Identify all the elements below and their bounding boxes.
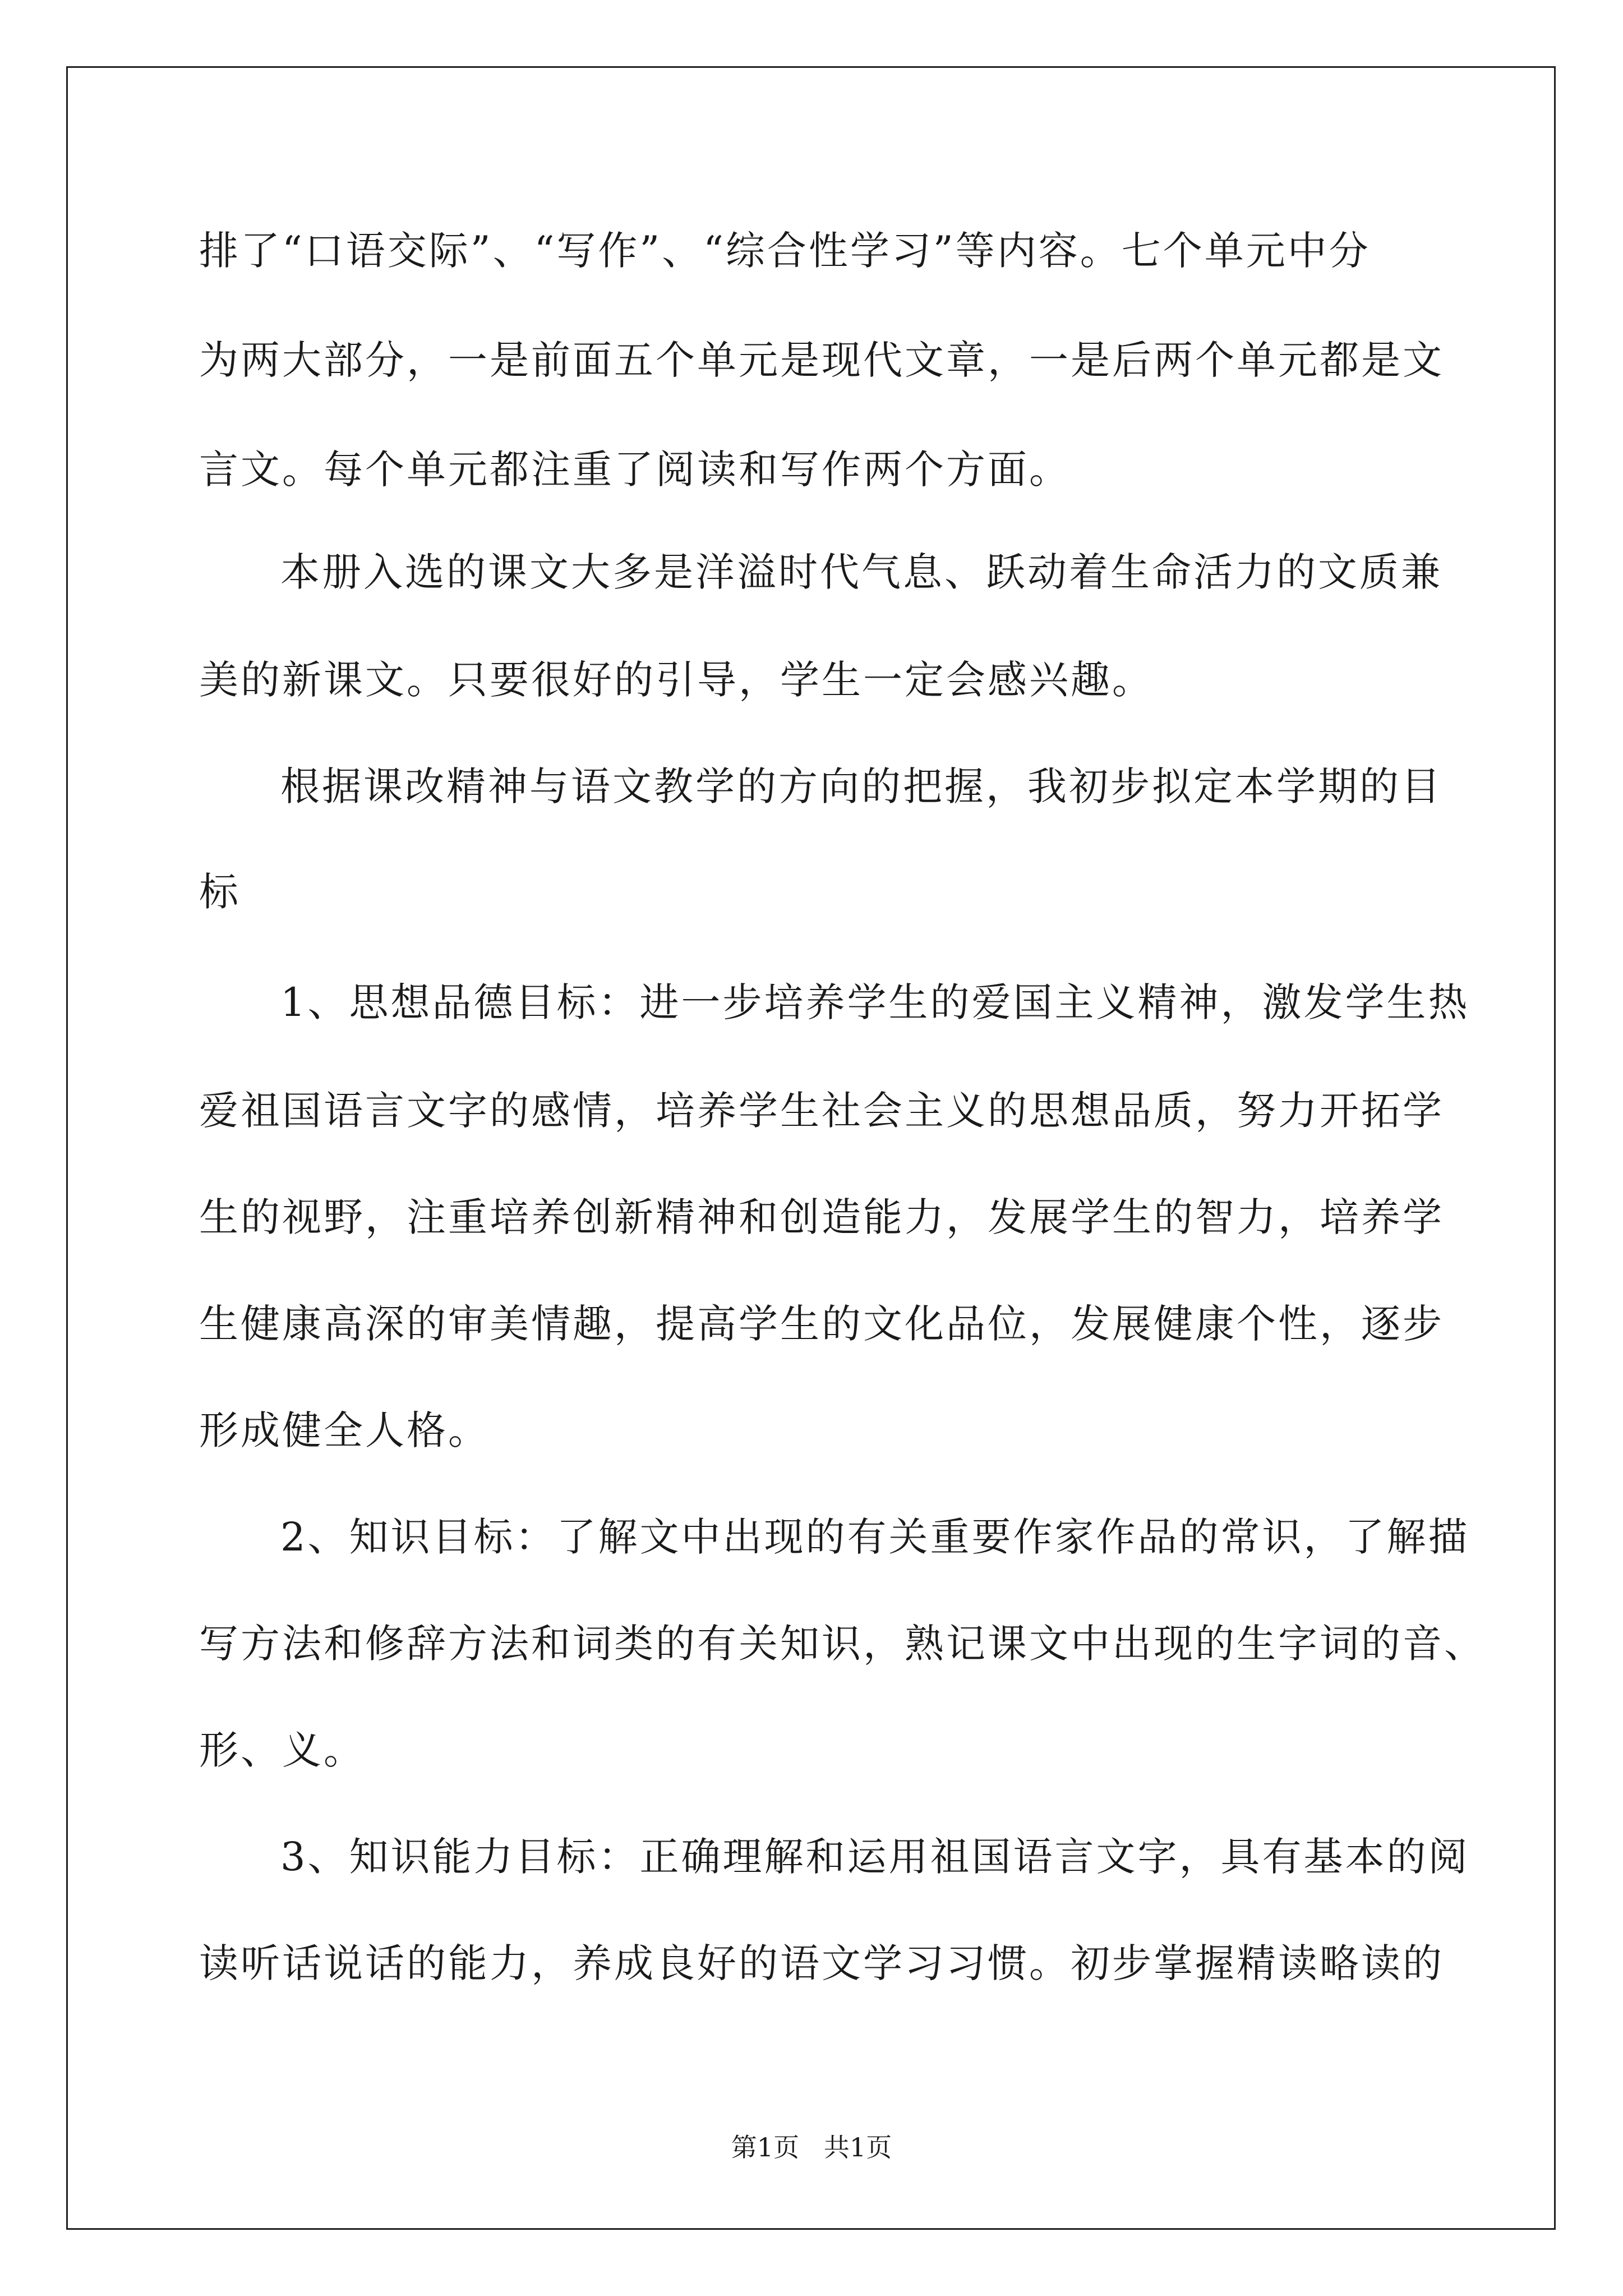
text-line-11: 生健康高深的审美情趣，提高学生的文化品位，发展健康个性，逐步 (199, 1301, 1444, 1347)
text-line-17: 读听话说话的能力，养成良好的语文学习习惯。初步掌握精读略读的 (199, 1940, 1444, 1986)
text-line-5: 美的新课文。只要很好的引导，学生一定会感兴趣。 (199, 657, 1154, 703)
text-line-2: 为两大部分，一是前面五个单元是现代文章，一是后两个单元都是文 (199, 337, 1444, 383)
text-line-6: 根据课改精神与语文教学的方向的把握，我初步拟定本学期的目 (280, 763, 1442, 809)
page-number-footer: 第1页 共1页 (731, 2132, 892, 2162)
page-frame (66, 66, 1556, 2230)
text-line-8: 1、思想品德目标：进一步培养学生的爱国主义精神，激发学生热 (280, 979, 1470, 1025)
text-line-9: 爱祖国语言文字的感情，培养学生社会主义的思想品质，努力开拓学 (199, 1088, 1444, 1134)
text-line-15: 形、义。 (199, 1727, 365, 1773)
text-line-7: 标 (199, 869, 241, 915)
text-line-16: 3、知识能力目标：正确理解和运用祖国语言文字，具有基本的阅 (280, 1834, 1470, 1880)
text-line-3: 言文。每个单元都注重了阅读和写作两个方面。 (199, 447, 1071, 493)
text-line-10: 生的视野，注重培养创新精神和创造能力，发展学生的智力，培养学 (199, 1194, 1444, 1240)
text-line-4: 本册入选的课文大多是洋溢时代气息、跃动着生命活力的文质兼 (280, 549, 1442, 595)
text-line-1: 排了“口语交际”、“写作”、“综合性学习”等内容。七个单元中分 (199, 228, 1371, 274)
text-line-14: 写方法和修辞方法和词类的有关知识，熟记课文中出现的生字词的音、 (199, 1621, 1486, 1667)
text-line-12: 形成健全人格。 (199, 1407, 490, 1453)
text-line-13: 2、知识目标：了解文中出现的有关重要作家作品的常识，了解描 (280, 1514, 1470, 1560)
